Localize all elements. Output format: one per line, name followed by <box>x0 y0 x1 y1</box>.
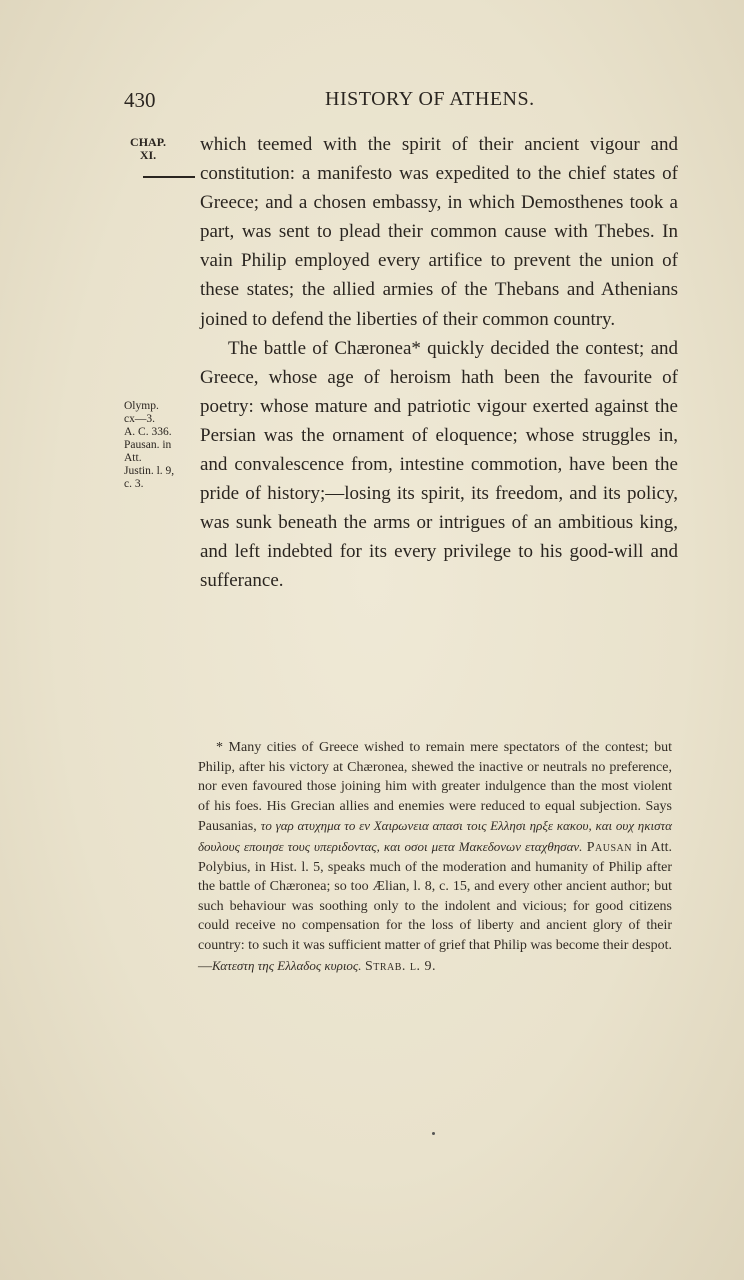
paper-speck <box>432 1132 435 1135</box>
marginal-note: A. C. 336. <box>124 426 172 438</box>
footnote-greek-quote: το γαρ ατυχημα το εν Χαιρωνεια απασι τοις Ελλησι ηρξε κακου, και ουχ ηκιστα δουλους εποιησε τους υπεριδοντας, και οσοι μετα Μακεδονων εταχθησαν. <box>198 818 672 854</box>
marginal-note: c. 3. <box>124 478 144 490</box>
marginal-note: Att. <box>124 452 142 464</box>
marginal-note: Olymp. <box>124 400 159 412</box>
chapter-rule <box>143 176 195 178</box>
paragraph-2: The battle of Chæronea* quickly decided the contest; and Greece, whose age of heroism hath been the favourite of poetry: whose mature and patriotic vigour exerted against the Persian was the ornament of eloquence; whose struggles in, and convalescence from, intestine commotion, have been the pride of history;—losing its spirit, its freedom, and its policy, was sunk beneath the arms or intrigues of an ambitious king, and left indebted for its every privilege to his good-will and sufferance. <box>200 337 678 592</box>
marginal-note: cx—3. <box>124 413 155 425</box>
page-number: 430 <box>124 88 156 112</box>
footnote-text-continued: in Att. Polybius, in Hist. l. 5, speaks much of the moderation and humanity of Philip after the battle of Chæronea; so too Ælian, l. 8, c. 15, and every other ancient author; but such behaviour was soothing only to the indolent and vicious; for good citizens could receive no compensation for the loss of liberty and ancient glory of their country: to such it was sufficient matter of grief that Philip was become their despot.— <box>198 839 673 974</box>
chapter-word: CHAP. <box>130 135 166 149</box>
marginal-note: Justin. l. 9, <box>124 465 175 477</box>
footnote-text: * Many cities of Greece wished to remain mere spectators of the contest; but Philip, after his victory at Chæronea, shewed the inactive or neutrals no preference, nor even favoured those joining him with greater indulgence than the most violent of his foes. His Grecian allies and enemies were reduced to equal subjection. Says Pausanias, <box>198 740 672 835</box>
running-title: HISTORY OF ATHENS. <box>325 88 535 110</box>
chapter-label <box>124 136 172 162</box>
running-head <box>0 86 744 116</box>
footnote-citation: Pausan <box>586 839 632 855</box>
footnote-greek-quote-2: Κατεστη της Ελλαδος κυριος. <box>212 957 362 973</box>
paragraph-1: which teemed with the spirit of their ancient vigour and constitution: a manifesto was expedited to the chief states of Greece; and a chosen embassy, in which Demosthenes took a part, was sent to plead their common cause with Thebes. In vain Philip employed every artifice to prevent the union of these states; the allied armies of the Thebans and Athenians joined to defend the liberties of their common country. <box>200 134 678 330</box>
main-text <box>200 130 678 596</box>
marginal-note: Pausan. in <box>124 439 172 451</box>
footnote <box>198 738 672 976</box>
marginal-notes <box>124 400 204 491</box>
footnote-citation-2: Strab. l. 9. <box>364 958 437 974</box>
chapter-number: XI. <box>139 148 157 162</box>
